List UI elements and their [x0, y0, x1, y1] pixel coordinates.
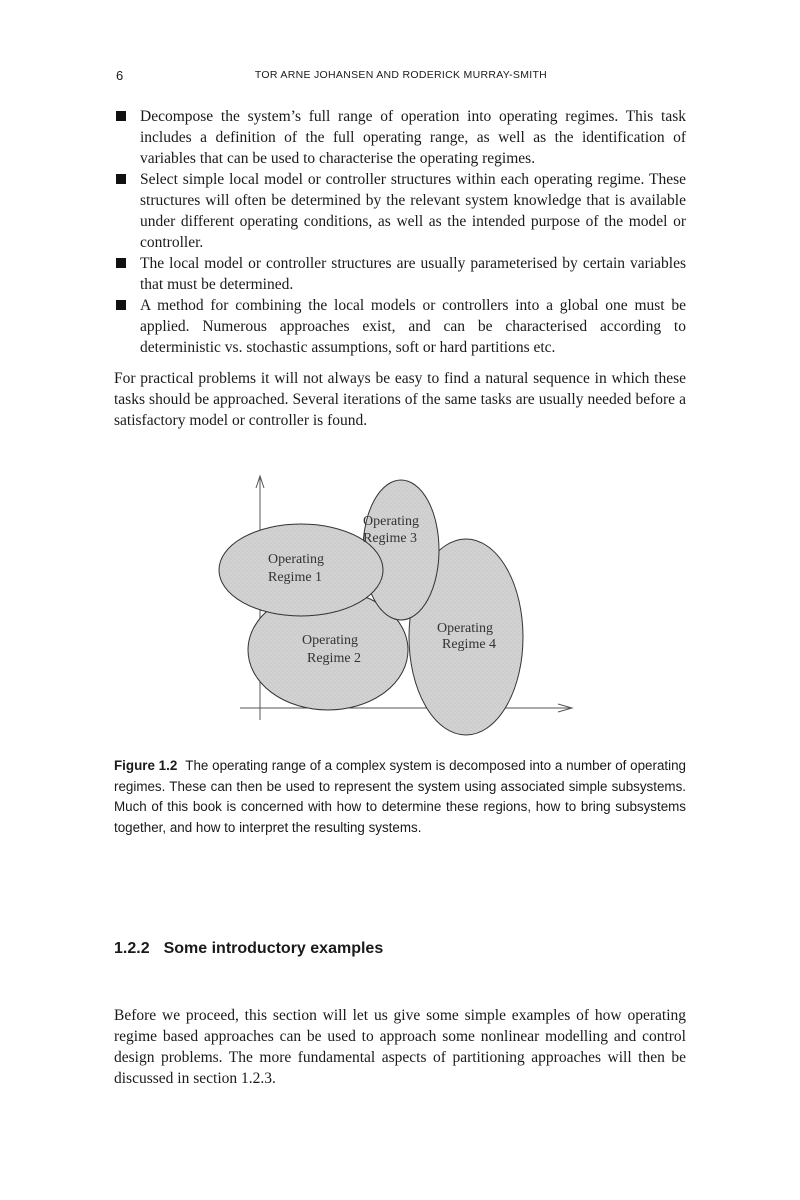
- page-header: [116, 68, 686, 88]
- page-number: 6: [116, 68, 124, 83]
- bullet-square-icon: [116, 300, 126, 310]
- section-number: 1.2.2: [114, 940, 150, 957]
- section-title: Some introductory examples: [163, 940, 384, 957]
- figure-label: Figure 1.2: [114, 758, 178, 773]
- regime-1-label-line2: Regime 1: [268, 570, 323, 585]
- section-heading: [114, 940, 383, 958]
- list-item: [114, 169, 686, 253]
- bullet-square-icon: [116, 258, 126, 268]
- bullet-text: Select simple local model or controller structures within each operating regime. These structures will often be determined by the relevant system knowledge that is available under different operating conditions, as well as the intended purpose of the model or controller.: [140, 171, 686, 251]
- regime-2-label-line1: Operating: [302, 633, 358, 648]
- list-item: [114, 295, 686, 358]
- caption-text: The operating range of a complex system is decomposed into a number of operating regimes. These can then be used to represent the system using associated simple subsystems. Much of this book is concerned with how to determine these regions, how to bring subsystems together, and how to interpret the resulting systems.: [114, 758, 686, 835]
- list-item: [114, 253, 686, 295]
- figure-caption: [114, 756, 686, 838]
- regimes-diagram: [210, 470, 590, 740]
- bullet-list: [114, 106, 686, 358]
- list-item: [114, 106, 686, 169]
- regime-4-label-line1: Operating: [437, 621, 493, 636]
- bullet-square-icon: [116, 174, 126, 184]
- running-head: TOR ARNE JOHANSEN AND RODERICK MURRAY-SMITH: [254, 69, 548, 81]
- regime-4-label-line2: Regime 4: [442, 637, 497, 652]
- bullet-text: A method for combining the local models or controllers into a global one must be applied. Numerous approaches exist, and can be characterised according to deterministic vs. stochastic assumptions, soft or hard partitions etc.: [140, 297, 686, 356]
- regime-3-label-line2: Regime 3: [363, 531, 418, 546]
- regime-2-label-line2: Regime 2: [307, 651, 362, 666]
- bullet-text: The local model or controller structures are usually parameterised by certain variables that must be determined.: [140, 255, 686, 293]
- body-paragraph: Before we proceed, this section will let us give some simple examples of how operating regime based approaches can be used to approach some nonlinear modelling and control design problems. The more fundamental aspects of partitioning approaches will then be discussed in section 1.2.3.: [114, 1007, 686, 1087]
- regime-3-label-line1: Operating: [363, 514, 419, 529]
- bullet-text: Decompose the system’s full range of operation into operating regimes. This task includes a definition of the full operating range, as well as the identification of variables that can be used to characterise the operating regimes.: [140, 108, 686, 167]
- body-paragraph: For practical problems it will not always be easy to find a natural sequence in which these tasks should be approached. Several iterations of the same tasks are usually needed before a satisfactory model or controller is found.: [114, 370, 686, 429]
- operating-regimes-figure: [210, 470, 590, 745]
- bullet-square-icon: [116, 111, 126, 121]
- regime-1-label-line1: Operating: [268, 552, 324, 567]
